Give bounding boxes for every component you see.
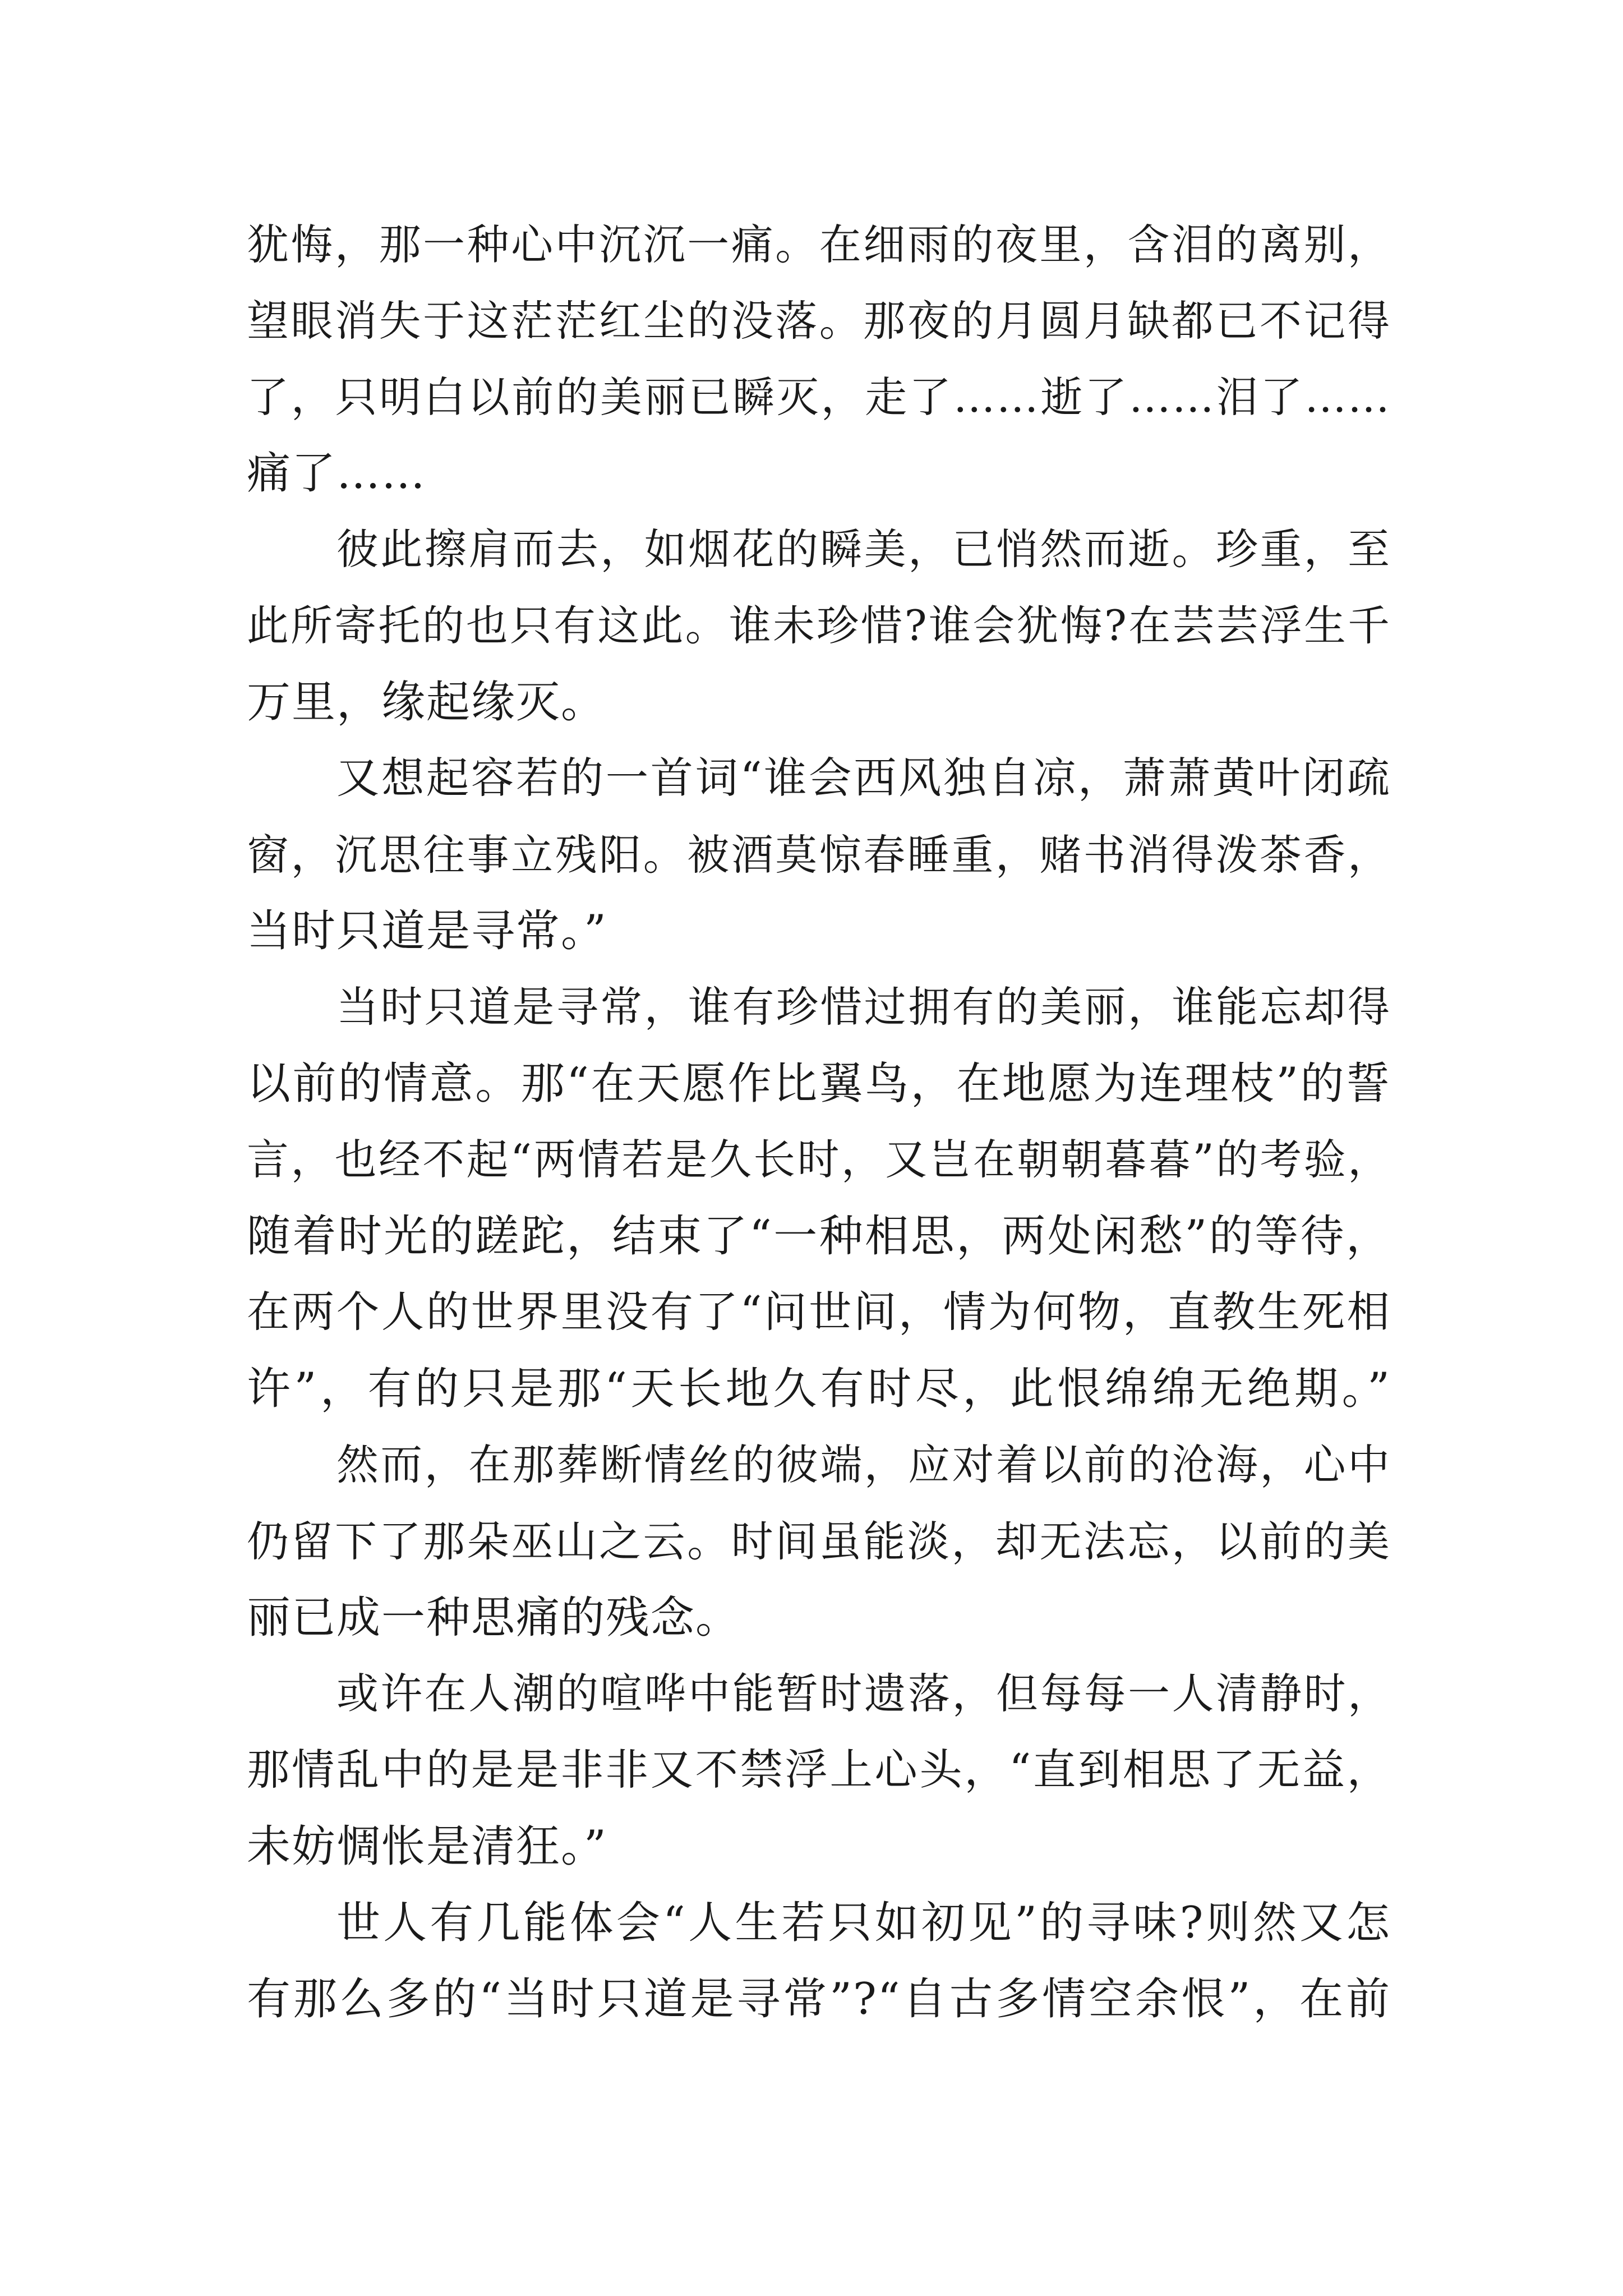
text-line: 丽已成一种思痛的残念。: [247, 1593, 741, 1643]
text-line: 又想起容若的一首词“谁会西风独自凉，萧萧黄叶闭疏: [336, 753, 1391, 803]
text-line: 当时只道是寻常，谁有珍惜过拥有的美丽，谁能忘却得: [336, 983, 1391, 1032]
document-body: [247, 206, 1391, 2037]
text-line: 有那么多的“当时只道是寻常”?“自古多情空余恨”，在前: [247, 1974, 1391, 2024]
text-line: 以前的情意。那“在天愿作比翼鸟，在地愿为连理枝”的誓: [247, 1059, 1391, 1109]
text-line: 在两个人的世界里没有了“问世间，情为何物，直教生死相: [247, 1287, 1391, 1337]
text-line: 了，只明白以前的美丽已瞬灭，走了……逝了……泪了……: [247, 372, 1391, 422]
text-line: 此所寄托的也只有这此。谁未珍惜?谁会犹悔?在芸芸浮生千: [247, 601, 1391, 650]
text-line: 或许在人潮的喧哗中能暂时遗落，但每每一人清静时，: [336, 1669, 1391, 1718]
text-line: 世人有几能体会“人生若只如初见”的寻味?则然又怎: [336, 1898, 1391, 1948]
text-line: 未妨惆怅是清狂。”: [247, 1821, 607, 1872]
text-line: 当时只道是寻常。”: [247, 906, 607, 956]
text-line: 彼此擦肩而去，如烟花的瞬美，已悄然而逝。珍重，至: [336, 525, 1391, 574]
text-line: 望眼消失于这茫茫红尘的没落。那夜的月圆月缺都已不记得: [247, 296, 1391, 346]
text-line: 痛了……: [247, 448, 427, 499]
text-line: 犹悔，那一种心中沉沉一痛。在细雨的夜里，含泪的离别，: [247, 220, 1391, 269]
text-line: 窗，沉思往事立残阳。被酒莫惊春睡重，赌书消得泼茶香，: [247, 830, 1391, 880]
text-line: 言，也经不起“两情若是久长时，又岂在朝朝暮暮”的考验，: [247, 1135, 1391, 1184]
text-line: 许”，有的只是那“天长地久有时尽，此恨绵绵无绝期。”: [247, 1364, 1391, 1414]
text-line: 那情乱中的是是非非又不禁浮上心头，“直到相思了无益，: [247, 1745, 1391, 1795]
text-line: 仍留下了那朵巫山之云。时间虽能淡，却无法忘，以前的美: [247, 1517, 1391, 1566]
text-line: 然而，在那葬断情丝的彼端，应对着以前的沧海，心中: [336, 1441, 1391, 1489]
text-line: 万里，缘起缘灭。: [247, 677, 606, 728]
text-line: 随着时光的蹉跎，结束了“一种相思，两处闲愁”的等待，: [247, 1211, 1391, 1262]
